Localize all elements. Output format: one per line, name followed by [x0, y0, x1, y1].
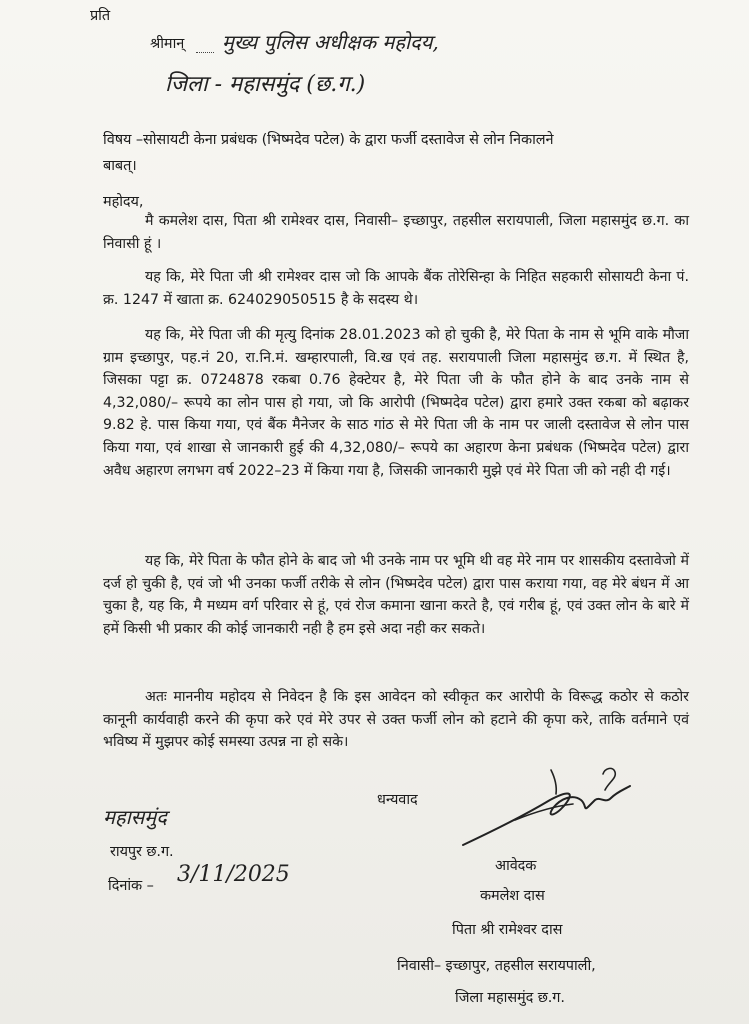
shriman-label: श्रीमान् — [150, 36, 185, 52]
body-paragraph: अतः माननीय महोदय से निवेदन है कि इस आवेदन को स्वीकृत कर आरोपी के विरूद्ध कठोर से कठोर कानूनी कार्यवाही करने की कृपा करे एवं मेरे उपर से उक्त फर्जी लोन को हटाने की कृपा करे, ताकि वर्तमाने एवं भविष्य में मुझपर कोई समस्या उत्पन्न ना हो सके। — [103, 689, 689, 751]
date-label: दिनांक – — [108, 878, 154, 894]
place-printed: रायपुर छ.ग. — [110, 844, 174, 860]
body-paragraph: यह कि, मेरे पिता जी श्री रामेश्वर दास जो कि आपके बैंक तोरेसिन्हा के निहित सहकारी सोसायटी केना पं. क्र. 1247 में खाता क्र. 624029050515 है के सदस्य थे। — [103, 269, 689, 308]
applicant-address: निवासी– इच्छापुर, तहसील सरायपाली, — [397, 958, 596, 974]
body-paragraph: मै कमलेश दास, पिता श्री रामेश्वर दास, निवासी– इच्छापुर, तहसील सरायपाली, जिला महासमुंद छ.ग. का निवासी हूं । — [103, 213, 689, 252]
subject-line1: विषय –सोसायटी केना प्रबंधक (भिष्मदेव पटेल) के द्वारा फर्जी दस्तावेज से लोन निकालने — [103, 132, 554, 148]
signature — [455, 760, 635, 855]
thanks-text: धन्यवाद — [377, 792, 418, 808]
applicant-father: पिता श्री रामेश्वर दास — [452, 922, 563, 938]
body-paragraph: यह कि, मेरे पिता के फौत होने के बाद जो भी उनके नाम पर भूमि थी वह मेरे नाम पर शासकीय दस्तावेजो में दर्ज हो चुकी है, एवं जो भी उनका फर्जी तरीके से लोन (भिष्मदेव पटेल) द्वारा पास कराया गया, वह मेरे बंधन में आ चुका है, यह कि, मै मध्यम वर्ग परिवार से हूं, एवं रोज कमाना खाना करते है, एवं गरीब हूं, एवं उक्त लोन के बारे में हमें किसी भी प्रकार की कोई जानकारी नही है हम इसे अदा नही कर सकते। — [103, 553, 689, 637]
dotted-leader — [196, 52, 214, 53]
date-handwritten: 3/11/2025 — [177, 862, 290, 887]
body-paragraph: यह कि, मेरे पिता जी की मृत्यु दिनांक 28.01.2023 को हो चुकी है, मेरे पिता के नाम से भूमि वाके मौजा ग्राम इच्छापुर, पह.नं 20, रा.नि.मं. खम्हारपाली, वि.ख एवं तह. सरायपाली जिला महासमुंद छ.ग. में स्थित है, जिसका पट्टा क्र. 0724878 रकबा 0.76 हेक्टेयर है, मेरे पिता जी के फौत होने के बाद उनके नाम से 4,32,080/– रूपये का लोन पास हो गया, जो कि आरोपी (भिष्मदेव पटेल) द्वारा हमारे उक्त रकबा को बढ़ाकर 9.82 हे. पास किया गया, एवं बैंक मैनेजर के साठ गांठ से मेरे पिता जी के नाम पर जाली दस्तावेज से लोन पास किया गया, एवं शाखा से जानकारी हुई की 4,32,080/– रूपये का अहारण केना प्रबंधक (भिष्मदेव पटेल) द्वारा अवैध अहारण लगभग वर्ष 2022–23 में किया गया है, जिसकी जानकारी मुझे एवं मेरे पिता जी को नही दी गई। — [103, 327, 689, 479]
subject-line2: बाबत्। — [103, 158, 137, 174]
signature-stroke — [551, 770, 556, 794]
signature-stroke — [603, 768, 615, 790]
place-handwritten: महासमुंद — [103, 805, 167, 829]
recipient-line1: मुख्य पुलिस अधीक्षक महोदय, — [222, 30, 439, 54]
applicant-district: जिला महासमुंद छ.ग. — [455, 990, 565, 1006]
applicant-label: आवेदक — [495, 858, 537, 874]
recipient-line2: जिला - महासमुंद (छ.ग.) — [165, 72, 366, 97]
salutation: महोदय, — [103, 194, 144, 210]
applicant-name: कमलेश दास — [480, 888, 545, 904]
signature-stroke — [463, 786, 630, 845]
prati-label: प्रति — [90, 8, 111, 24]
